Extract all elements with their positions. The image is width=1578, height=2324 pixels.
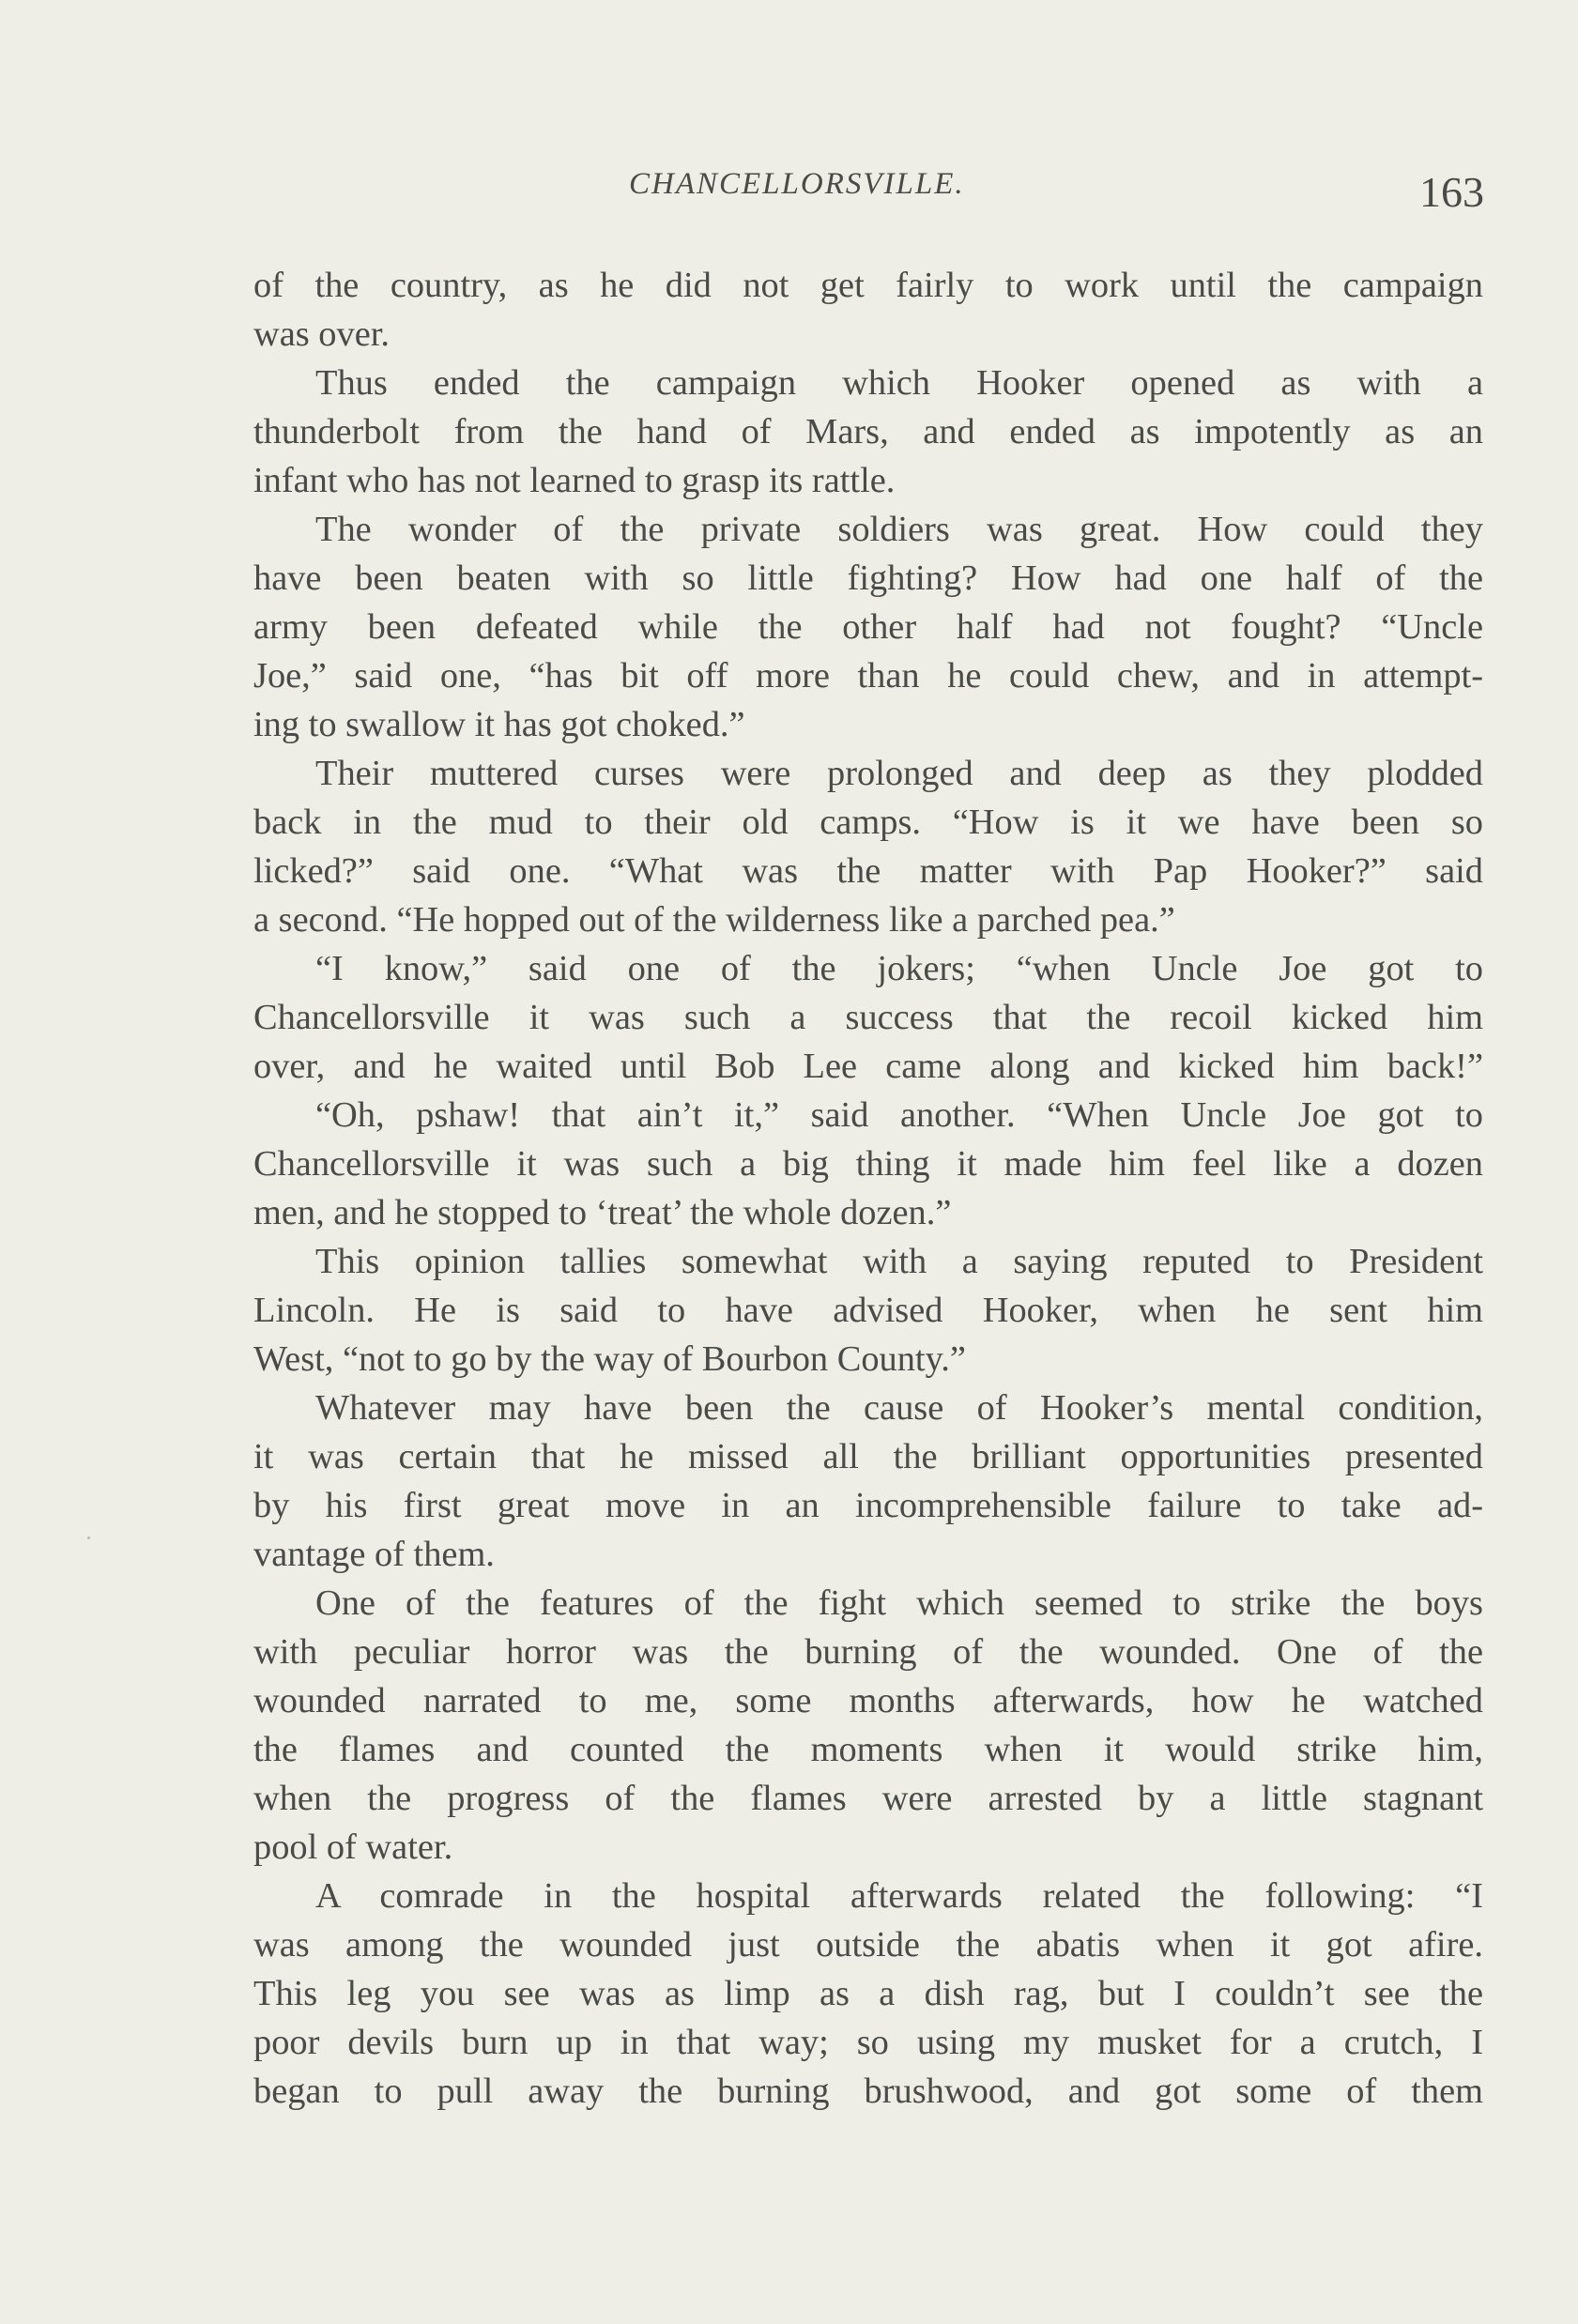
text-line: This leg you see was as limp as a dish rag, but I couldn’t see the: [253, 1974, 1483, 2013]
text-line: of the country, as he did not get fairly to work until the campaign: [253, 266, 1483, 305]
text-line: was among the wounded just outside the abatis when it got afire.: [253, 1925, 1483, 1965]
text-line: was over.: [253, 314, 390, 354]
running-head: CHANCELLORSVILLE.: [629, 167, 965, 201]
body-text: [253, 261, 1483, 2148]
text-line: have been beaten with so little fighting? How had one half of the: [253, 558, 1483, 598]
text-line: This opinion tallies somewhat with a saying reputed to President: [315, 1242, 1483, 1281]
page-header: [253, 158, 1483, 223]
text-line: infant who has not learned to grasp its rattle.: [253, 461, 896, 500]
text-line: The wonder of the private soldiers was great. How could they: [315, 510, 1483, 549]
page-number: 163: [1419, 168, 1484, 216]
text-line: Their muttered curses were prolonged and deep as they plodded: [315, 754, 1483, 793]
text-line: ing to swallow it has got choked.”: [253, 705, 745, 744]
text-line: the flames and counted the moments when it would strike him,: [253, 1730, 1483, 1769]
text-line: “I know,” said one of the jokers; “when Uncle Joe got to: [315, 949, 1483, 988]
margin-mark: [87, 1537, 90, 1539]
text-line: One of the features of the fight which seemed to strike the boys: [315, 1583, 1483, 1623]
text-line: wounded narrated to me, some months afterwards, how he watched: [253, 1681, 1483, 1720]
text-line: by his first great move in an incomprehensible failure to take ad-: [253, 1486, 1483, 1525]
text-line: “Oh, pshaw! that ain’t it,” said another. “When Uncle Joe got to: [315, 1095, 1483, 1135]
text-line: with peculiar horror was the burning of the wounded. One of the: [253, 1632, 1483, 1672]
text-line: over, and he waited until Bob Lee came along and kicked him back!”: [253, 1047, 1483, 1086]
text-line: Chancellorsville it was such a success that the recoil kicked him: [253, 998, 1483, 1037]
text-line: A comrade in the hospital afterwards related the following: “I: [315, 1876, 1483, 1916]
text-line: Joe,” said one, “has bit off more than he could chew, and in attempt-: [253, 656, 1483, 696]
text-line: men, and he stopped to ‘treat’ the whole dozen.”: [253, 1193, 952, 1232]
text-line: army been defeated while the other half had not fought? “Uncle: [253, 607, 1483, 647]
text-line: Chancellorsville it was such a big thing it made him feel like a dozen: [253, 1144, 1483, 1184]
text-line: back in the mud to their old camps. “How is it we have been so: [253, 803, 1483, 842]
text-line: began to pull away the burning brushwood, and got some of them: [253, 2072, 1483, 2111]
text-line: thunderbolt from the hand of Mars, and ended as impotently as an: [253, 412, 1483, 451]
text-line: Thus ended the campaign which Hooker opened as with a: [315, 363, 1483, 403]
text-line: licked?” said one. “What was the matter with Pap Hooker?” said: [253, 851, 1483, 891]
text-line: poor devils burn up in that way; so using my musket for a crutch, I: [253, 2023, 1483, 2062]
text-line: pool of water.: [253, 1827, 453, 1867]
text-line: when the progress of the flames were arrested by a little stagnant: [253, 1779, 1483, 1818]
text-line: vantage of them.: [253, 1535, 495, 1574]
text-line: Lincoln. He is said to have advised Hooker, when he sent him: [253, 1291, 1483, 1330]
text-line: a second. “He hopped out of the wilderness like a parched pea.”: [253, 900, 1175, 940]
text-line: West, “not to go by the way of Bourbon County.”: [253, 1339, 966, 1379]
text-line: it was certain that he missed all the brilliant opportunities presented: [253, 1437, 1483, 1476]
text-line: Whatever may have been the cause of Hooker’s mental condition,: [315, 1388, 1483, 1428]
